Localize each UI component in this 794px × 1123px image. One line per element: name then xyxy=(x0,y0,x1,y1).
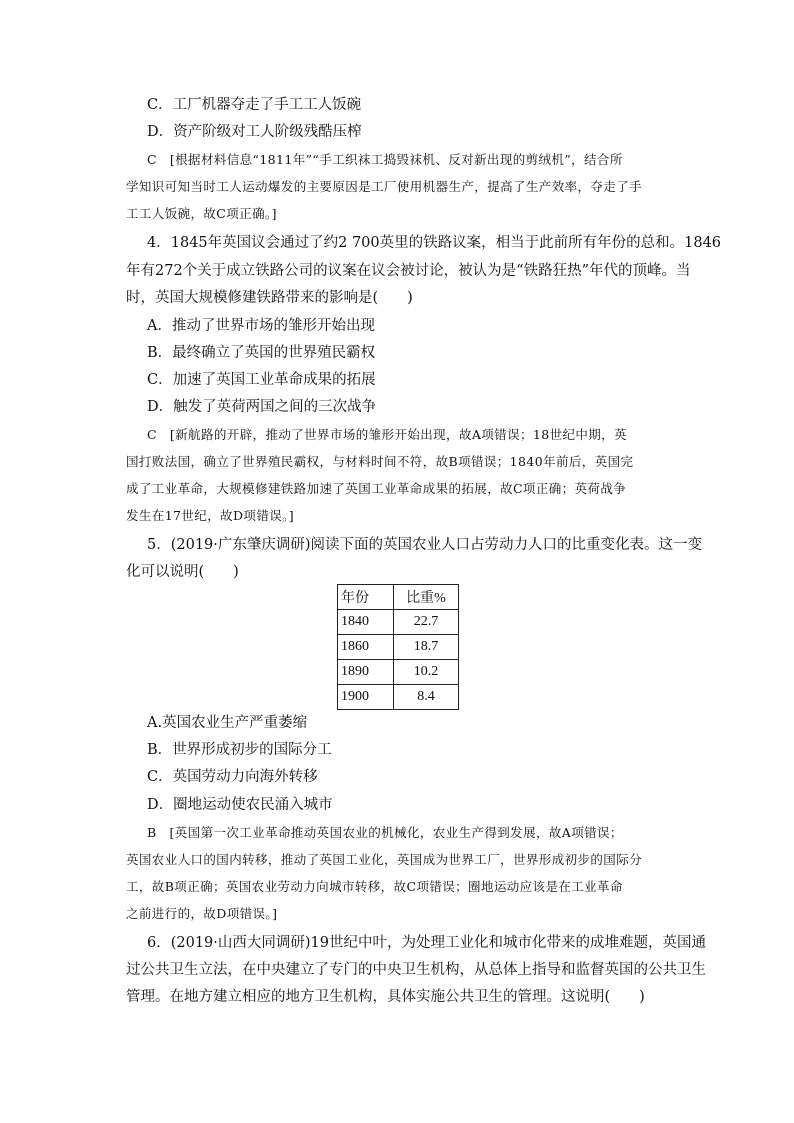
table-cell-year: 1900 xyxy=(338,685,394,710)
table-row xyxy=(338,660,459,685)
q4-stem-line-2: 年有272个关于成立铁路公司的议案在议会被讨论，被认为是“铁路狂热”年代的顶峰。当 xyxy=(126,263,691,279)
q4-stem-line-1: 4．1845年英国议会通过了约2 700英里的铁路议案，相当于此前所有年份的总和。1846 xyxy=(147,235,722,251)
q5-answer-line-3: 工，故B项正确；英国农业劳动力向城市转移，故C项错误；圈地运动应该是在工业革命 xyxy=(126,879,623,894)
q4-option-d[interactable]: D．触发了英荷两国之间的三次战争 xyxy=(147,399,377,415)
q4-answer-line-2: 国打败法国，确立了世界殖民霸权，与材料时间不符，故B项错误；1840年前后，英国完 xyxy=(126,454,634,469)
q6-stem-line-3: 管理。在地方建立相应的地方卫生机构，具体实施公共卫生的管理。这说明( ) xyxy=(126,989,645,1005)
q4-option-a[interactable]: A．推动了世界市场的雏形开始出现 xyxy=(147,318,375,334)
table-cell-ratio: 10.2 xyxy=(394,660,459,685)
q4-stem-line-3: 时，英国大规模修建铁路带来的影响是( ) xyxy=(126,290,413,306)
table-cell-year: 1890 xyxy=(338,660,394,685)
q5-option-d[interactable]: D．圈地运动使农民涌入城市 xyxy=(147,797,333,813)
q5-answer-line-4: 之前进行的，故D项错误。] xyxy=(126,906,278,921)
q3-answer-line-2: 学知识可知当时工人运动爆发的主要原因是工厂使用机器生产，提高了生产效率，夺走了手 xyxy=(126,179,643,194)
q3-option-c[interactable]: C．工厂机器夺走了手工工人饭碗 xyxy=(147,97,362,113)
q4-option-b[interactable]: B．最终确立了英国的世界殖民霸权 xyxy=(147,345,376,361)
q4-answer-line-3: 成了工业革命，大规模修建铁路加速了英国工业革命成果的拓展，故C项正确；英荷战争 xyxy=(126,481,627,496)
table-cell-ratio: 8.4 xyxy=(394,685,459,710)
q4-answer-line-4: 发生在17世纪，故D项错误。] xyxy=(126,508,295,523)
table-row xyxy=(338,610,459,635)
q5-option-b[interactable]: B．世界形成初步的国际分工 xyxy=(147,742,332,758)
q4-option-c[interactable]: C．加速了英国工业革命成果的拓展 xyxy=(147,372,376,388)
q3-option-d[interactable]: D．资产阶级对工人阶级残酷压榨 xyxy=(147,124,362,140)
q6-stem-line-2: 过公共卫生立法，在中央建立了专门的中央卫生机构，从总体上指导和监督英国的公共卫生 xyxy=(126,962,706,978)
q5-answer-line-2: 英国农业人口的国内转移，推动了英国工业化，英国成为世界工厂，世界形成初步的国际分 xyxy=(126,852,643,867)
q6-stem-line-1: 6．(2019·山西大同调研)19世纪中叶，为处理工业化和城市化带来的成堆难题，英国通 xyxy=(147,935,706,951)
q3-answer-line-1: C [根据材料信息“1811年”“手工织袜工捣毁袜机、反对新出现的剪绒机”，结合所 xyxy=(147,152,623,167)
q5-option-a[interactable]: A.英国农业生产严重萎缩 xyxy=(147,715,308,731)
table-row xyxy=(338,635,459,660)
q5-option-c[interactable]: C．英国劳动力向海外转移 xyxy=(147,769,318,785)
q3-answer-line-3: 工工人饭碗，故C项正确。] xyxy=(126,206,277,221)
table-header-ratio: 比重% xyxy=(394,585,459,610)
table-cell-year: 1860 xyxy=(338,635,394,660)
q5-answer-line-1: B [英国第一次工业革命推动英国农业的机械化，农业生产得到发展，故A项错误； xyxy=(147,825,623,840)
farm-population-ratio-table xyxy=(337,584,459,710)
q4-answer-line-1: C [新航路的开辟，推动了世界市场的雏形开始出现，故A项错误；18世纪中期，英 xyxy=(147,427,627,442)
table-header-row xyxy=(338,585,459,610)
table-cell-ratio: 18.7 xyxy=(394,635,459,660)
q5-stem-line-1: 5．(2019·广东肇庆调研)阅读下面的英国农业人口占劳动力人口的比重变化表。这一变 xyxy=(147,537,703,553)
table-cell-ratio: 22.7 xyxy=(394,610,459,635)
table-cell-year: 1840 xyxy=(338,610,394,635)
table-header-year: 年份 xyxy=(338,585,394,610)
q5-stem-line-2: 化可以说明( ) xyxy=(126,564,239,580)
table-row xyxy=(338,685,459,710)
